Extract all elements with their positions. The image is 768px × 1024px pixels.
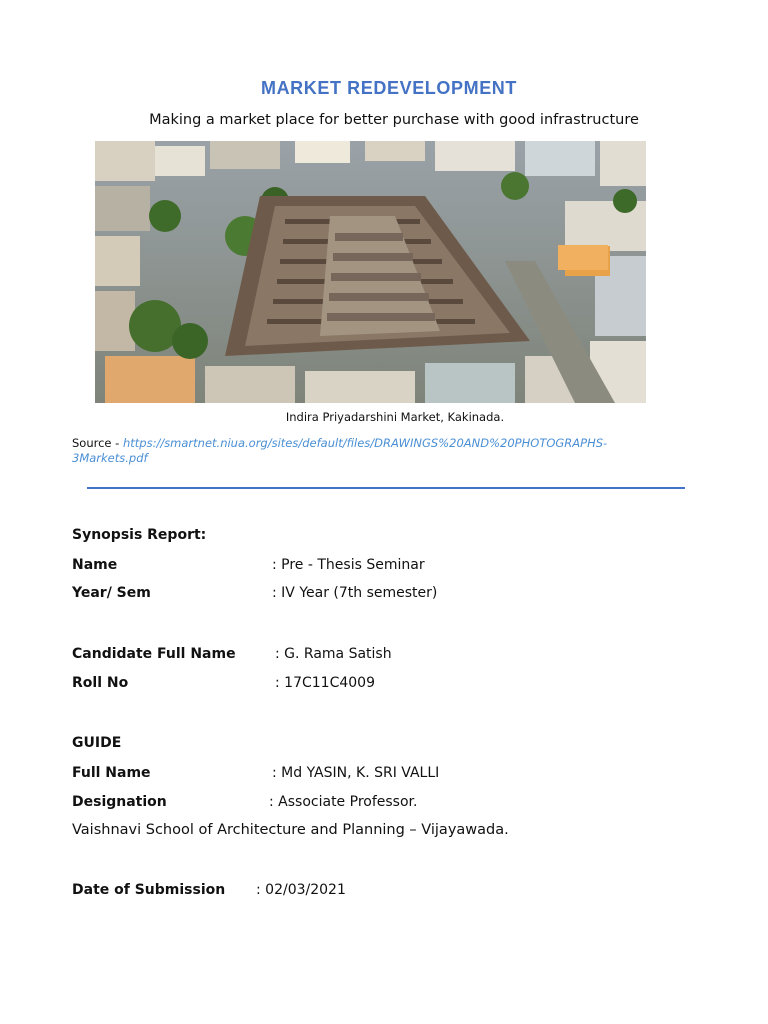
synopsis-heading: Synopsis Report:: [72, 527, 207, 543]
year-value: : IV Year (7th semester): [272, 585, 438, 601]
document-title: MARKET REDEVELOPMENT: [260, 78, 517, 98]
source-citation: [72, 436, 672, 466]
designation-value: : Associate Professor.: [269, 794, 418, 810]
designation-label: Designation: [72, 794, 167, 810]
guide-name-value: : Md YASIN, K. SRI VALLI: [272, 765, 440, 781]
name-label: Name: [72, 557, 118, 573]
institution-name: Vaishnavi School of Architecture and Planning – Vijayawada.: [72, 822, 509, 838]
source-prefix: Source -: [72, 436, 120, 450]
candidate-value: : G. Rama Satish: [275, 646, 392, 662]
guide-name-label: Full Name: [72, 765, 151, 781]
document-subtitle: Making a market place for better purchase with good infrastructure: [149, 112, 639, 128]
name-value: : Pre - Thesis Seminar: [272, 557, 425, 573]
date-label: Date of Submission: [72, 882, 226, 898]
source-link-line2: 3Markets.pdf: [72, 451, 148, 465]
roll-label: Roll No: [72, 675, 129, 691]
guide-heading: GUIDE: [72, 735, 122, 751]
source-link[interactable]: [72, 436, 607, 465]
source-link-line1: https://smartnet.niua.org/sites/default/files/DRAWINGS%20AND%20PHOTOGRAPHS-: [122, 436, 608, 450]
market-aerial-photo: [95, 141, 646, 403]
candidate-label: Candidate Full Name: [72, 646, 236, 662]
date-value: : 02/03/2021: [256, 882, 346, 898]
year-label: Year/ Sem: [72, 585, 151, 601]
figure-caption: Indira Priyadarshini Market, Kakinada.: [285, 410, 505, 424]
divider-line: [87, 487, 685, 489]
roll-value: : 17C11C4009: [275, 675, 375, 691]
